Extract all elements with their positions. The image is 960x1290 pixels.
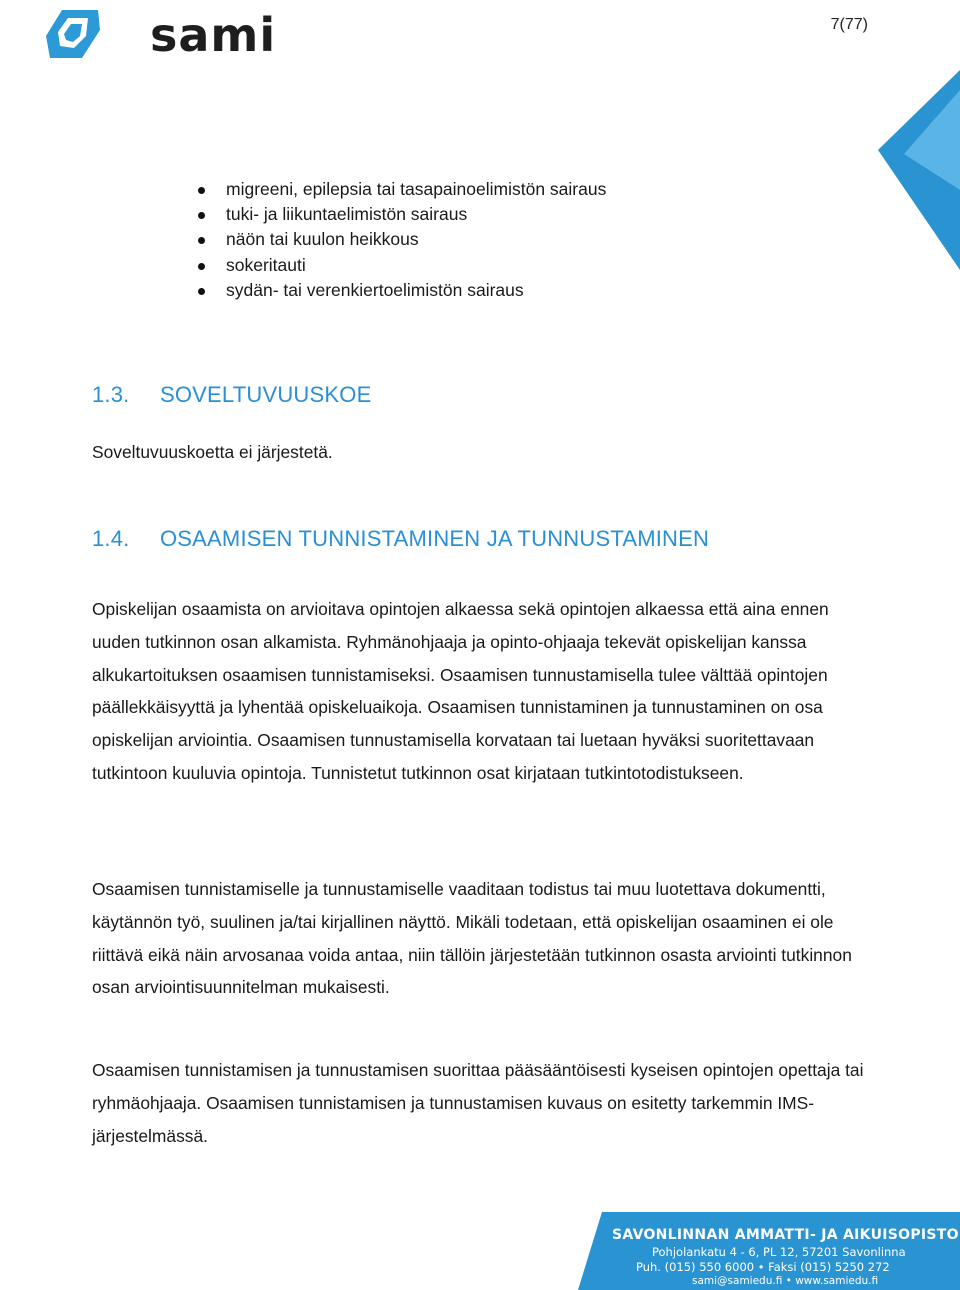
paragraph: Osaamisen tunnistamisen ja tunnustamisen suorittaa pääsääntöisesti kyseisen opintojen opettaja tai ryhmäohjaaja. Osaamisen tunnistamisen ja tunnustamisen kuvaus on esitetty tarkemmin IMS-järjestelmässä. <box>92 1060 864 1146</box>
section-title: SOVELTUVUUSKOE <box>160 382 372 407</box>
bullet-icon <box>198 212 205 219</box>
section-heading-osaamisen-tunnistaminen <box>92 526 709 552</box>
paragraph: Soveltuvuuskoetta ei järjestetä. <box>92 442 333 462</box>
footer-school-name: SAVONLINNAN AMMATTI- JA AIKUISOPISTO <box>612 1227 959 1243</box>
section-number: 1.3. <box>92 382 130 407</box>
page-number: 7(77) <box>830 16 868 33</box>
logo-wordmark: sami <box>150 8 277 62</box>
footer-address: Pohjolankatu 4 - 6, PL 12, 57201 Savonlinna <box>652 1245 906 1259</box>
section-heading-soveltuvuuskoe <box>92 382 371 408</box>
list-item: tuki- ja liikuntaelimistön sairaus <box>198 202 606 227</box>
paragraph: Opiskelijan osaamista on arvioitava opintojen alkaessa sekä opintojen alkaessa että aina ennen uuden tutkinnon osan alkamista. Ryhmänohjaaja ja opinto-ohjaaja tekevät opiskelijan kanssa alkukartoituksen osaamisen tunnistamiseksi. Osaamisen tunnustamisella tulee välttää opintojen päällekkäisyyttä ja lyhentää opiskeluaikoja. Osaamisen tunnistaminen ja tunnustaminen on osa opiskelijan arviointia. Osaamisen tunnustamisella korvataan tai luetaan hyväksi suoritettavaan tutkintoon kuuluvia opintoja. Tunnistetut tutkinnon osat kirjataan tutkintotodistukseen. <box>92 599 829 783</box>
list-item: sokeritauti <box>198 253 606 278</box>
list-item: sydän- tai verenkiertoelimistön sairaus <box>198 278 606 303</box>
bullet-icon <box>198 237 205 244</box>
bullet-icon <box>198 263 205 270</box>
footer-contact: sami@samiedu.fi • www.samiedu.fi <box>692 1275 879 1287</box>
section-number: 1.4. <box>92 526 130 551</box>
section-title: OSAAMISEN TUNNISTAMINEN JA TUNNUSTAMINEN <box>160 526 710 551</box>
condition-list <box>198 177 606 303</box>
list-item: migreeni, epilepsia tai tasapainoelimistön sairaus <box>198 177 606 202</box>
bullet-icon <box>198 288 205 295</box>
corner-decoration <box>878 70 960 270</box>
paragraph: Osaamisen tunnistamiselle ja tunnustamiselle vaaditaan todistus tai muu luotettava dokumentti, käytännön työ, suulinen ja/tai kirjallinen näyttö. Mikäli todetaan, että opiskelijan osaaminen ei ole riittävä eikä näin arvosanaa voida antaa, niin tällöin järjestetään tutkinnon osasta arviointi tutkinnon osan arviointisuunnitelman mukaisesti. <box>92 879 852 998</box>
footer-phone: Puh. (015) 550 6000 • Faksi (015) 5250 272 <box>636 1260 890 1274</box>
list-item: näön tai kuulon heikkous <box>198 227 606 252</box>
sami-logo <box>42 6 277 64</box>
bullet-icon <box>198 187 205 194</box>
